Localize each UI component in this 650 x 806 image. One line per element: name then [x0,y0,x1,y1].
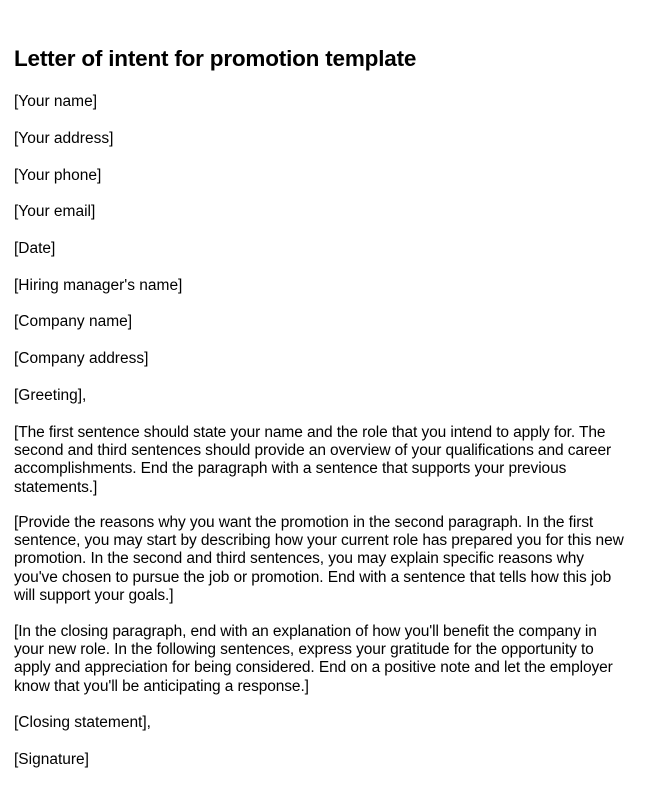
field-greeting: [Greeting], [14,387,87,404]
document-title: Letter of intent for promotion template [14,46,417,71]
field-your-phone: [Your phone] [14,167,102,184]
field-date: [Date] [14,240,56,257]
signature: [Signature] [14,751,89,768]
field-company-name: [Company name] [14,313,133,330]
field-your-address: [Your address] [14,130,114,147]
closing-statement: [Closing statement], [14,714,151,731]
field-company-address: [Company address] [14,350,149,367]
field-hiring-manager: [Hiring manager's name] [14,277,183,294]
field-your-email: [Your email] [14,203,96,220]
body-paragraph-3: [In the closing paragraph, end with an explanation of how you'll benefit the company in your new role. In the following sentences, express your gratitude for the opportunity to apply and appreciation for being considered. End on a positive note and let the employer know that you'll be anticipating a response.] [14,623,613,695]
body-paragraph-2: [Provide the reasons why you want the promotion in the second paragraph. In the first sentence, you may start by describing how your current role has prepared you for this new promotion. In the second and third sentences, you may explain specific reasons why you've chosen to pursue the job or promotion. End with a sentence that tells how this job will support your goals.] [14,514,624,604]
body-paragraph-1: [The first sentence should state your name and the role that you intend to apply for. The second and third sentences should provide an overview of your qualifications and career accomplishments. End the paragraph with a sentence that supports your previous statements.] [14,424,612,496]
field-your-name: [Your name] [14,93,98,110]
